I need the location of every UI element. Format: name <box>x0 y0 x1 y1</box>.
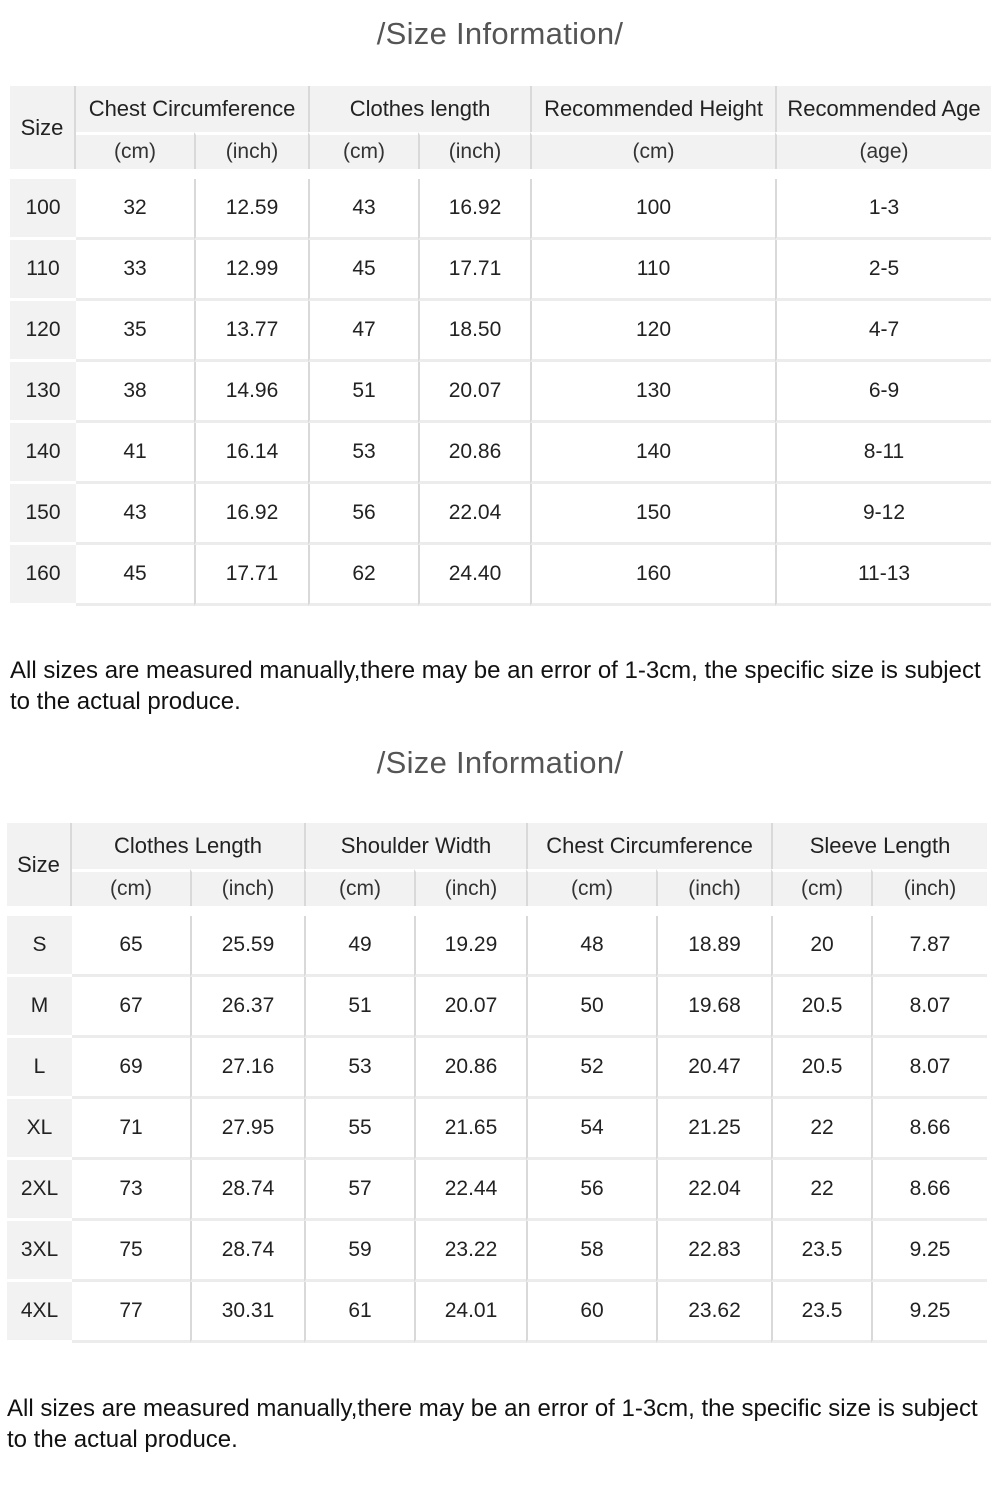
adult-cell-size: 3XL <box>7 1221 72 1282</box>
adult-size-title: /Size Information/ <box>376 745 624 780</box>
adult-header-row <box>7 823 987 869</box>
adult-cell-length-in: 28.74 <box>190 1221 304 1282</box>
adult-cell-chest-in: 19.68 <box>656 977 771 1038</box>
adult-table-row <box>7 1221 987 1282</box>
adult-cell-size: L <box>7 1038 72 1099</box>
adult-cell-length-cm: 65 <box>72 916 190 977</box>
adult-cell-chest-in: 20.47 <box>656 1038 771 1099</box>
kids-cell-chest-in: 12.99 <box>194 240 308 301</box>
adult-cell-chest-in: 23.62 <box>656 1282 771 1343</box>
adult-unit-row <box>7 869 987 906</box>
adult-cell-chest-cm: 50 <box>526 977 656 1038</box>
adult-cell-chest-cm: 56 <box>526 1160 656 1221</box>
kids-cell-length-cm: 56 <box>308 484 418 545</box>
adult-unit-chest-cm: (cm) <box>526 869 656 906</box>
adult-col-shoulder: Shoulder Width <box>304 823 526 869</box>
adult-cell-size: XL <box>7 1099 72 1160</box>
kids-unit-chest-inch: (inch) <box>194 132 308 169</box>
kids-cell-height: 110 <box>530 240 775 301</box>
adult-cell-length-in: 25.59 <box>190 916 304 977</box>
kids-cell-age: 1-3 <box>775 179 991 240</box>
kids-cell-chest-cm: 33 <box>76 240 194 301</box>
kids-unit-length-inch: (inch) <box>418 132 530 169</box>
kids-cell-height: 140 <box>530 423 775 484</box>
kids-unit-length-cm: (cm) <box>308 132 418 169</box>
adult-cell-shoulder-cm: 53 <box>304 1038 414 1099</box>
kids-col-height: Recommended Height <box>530 86 775 132</box>
kids-size-note: All sizes are measured manually,there may be an error of 1-3cm, the specific size is subject to the actual produce. <box>10 657 981 715</box>
kids-unit-age: (age) <box>775 132 991 169</box>
kids-cell-chest-cm: 41 <box>76 423 194 484</box>
kids-cell-height: 130 <box>530 362 775 423</box>
kids-cell-chest-in: 13.77 <box>194 301 308 362</box>
adult-cell-chest-in: 18.89 <box>656 916 771 977</box>
kids-cell-height: 150 <box>530 484 775 545</box>
adult-cell-sleeve-cm: 23.5 <box>771 1282 871 1343</box>
kids-unit-chest-cm: (cm) <box>76 132 194 169</box>
adult-cell-chest-in: 21.25 <box>656 1099 771 1160</box>
kids-cell-chest-in: 16.14 <box>194 423 308 484</box>
adult-cell-sleeve-cm: 20.5 <box>771 977 871 1038</box>
kids-table-row <box>10 301 991 362</box>
kids-cell-age: 8-11 <box>775 423 991 484</box>
adult-cell-shoulder-cm: 57 <box>304 1160 414 1221</box>
adult-col-chest: Chest Circumference <box>526 823 771 869</box>
kids-table-row <box>10 179 991 240</box>
kids-table-body <box>10 179 991 606</box>
kids-cell-size: 150 <box>10 484 76 545</box>
adult-size-header: Size <box>7 823 72 906</box>
kids-cell-size: 100 <box>10 179 76 240</box>
adult-cell-sleeve-in: 8.07 <box>871 1038 987 1099</box>
adult-table-row <box>7 1282 987 1343</box>
adult-cell-sleeve-cm: 20.5 <box>771 1038 871 1099</box>
adult-cell-shoulder-in: 24.01 <box>414 1282 526 1343</box>
adult-unit-length-inch: (inch) <box>190 869 304 906</box>
adult-table-row <box>7 916 987 977</box>
kids-cell-length-cm: 43 <box>308 179 418 240</box>
kids-cell-length-cm: 51 <box>308 362 418 423</box>
adult-col-sleeve: Sleeve Length <box>771 823 987 869</box>
kids-cell-chest-cm: 45 <box>76 545 194 606</box>
kids-table-row <box>10 362 991 423</box>
adult-cell-shoulder-cm: 55 <box>304 1099 414 1160</box>
adult-cell-shoulder-in: 20.86 <box>414 1038 526 1099</box>
adult-cell-sleeve-in: 7.87 <box>871 916 987 977</box>
adult-cell-length-cm: 67 <box>72 977 190 1038</box>
adult-unit-sleeve-inch: (inch) <box>871 869 987 906</box>
kids-table-row <box>10 240 991 301</box>
kids-cell-length-in: 22.04 <box>418 484 530 545</box>
kids-unit-height-cm: (cm) <box>530 132 775 169</box>
adult-cell-shoulder-in: 23.22 <box>414 1221 526 1282</box>
kids-cell-chest-cm: 43 <box>76 484 194 545</box>
adult-unit-length-cm: (cm) <box>72 869 190 906</box>
kids-cell-chest-in: 17.71 <box>194 545 308 606</box>
adult-cell-size: 4XL <box>7 1282 72 1343</box>
adult-cell-shoulder-cm: 59 <box>304 1221 414 1282</box>
kids-size-table <box>10 86 991 606</box>
adult-cell-chest-in: 22.04 <box>656 1160 771 1221</box>
adult-cell-length-cm: 73 <box>72 1160 190 1221</box>
adult-table-row <box>7 1038 987 1099</box>
kids-cell-chest-cm: 38 <box>76 362 194 423</box>
kids-cell-length-in: 17.71 <box>418 240 530 301</box>
kids-cell-height: 100 <box>530 179 775 240</box>
kids-cell-length-cm: 45 <box>308 240 418 301</box>
adult-cell-sleeve-in: 9.25 <box>871 1221 987 1282</box>
adult-cell-sleeve-cm: 23.5 <box>771 1221 871 1282</box>
kids-cell-age: 2-5 <box>775 240 991 301</box>
kids-cell-length-in: 24.40 <box>418 545 530 606</box>
adult-cell-length-in: 27.95 <box>190 1099 304 1160</box>
kids-cell-age: 4-7 <box>775 301 991 362</box>
kids-header-row <box>10 86 991 132</box>
adult-cell-shoulder-cm: 51 <box>304 977 414 1038</box>
kids-col-chest: Chest Circumference <box>76 86 308 132</box>
adult-cell-chest-cm: 60 <box>526 1282 656 1343</box>
adult-size-note: All sizes are measured manually,there may be an error of 1-3cm, the specific size is subject to the actual produce. <box>7 1395 978 1453</box>
kids-cell-size: 140 <box>10 423 76 484</box>
adult-cell-shoulder-in: 21.65 <box>414 1099 526 1160</box>
adult-cell-sleeve-cm: 22 <box>771 1160 871 1221</box>
adult-cell-chest-in: 22.83 <box>656 1221 771 1282</box>
adult-cell-sleeve-in: 8.07 <box>871 977 987 1038</box>
kids-cell-length-cm: 53 <box>308 423 418 484</box>
kids-unit-row <box>10 132 991 169</box>
adult-cell-sleeve-in: 8.66 <box>871 1099 987 1160</box>
kids-cell-chest-cm: 32 <box>76 179 194 240</box>
adult-cell-shoulder-cm: 49 <box>304 916 414 977</box>
adult-cell-size: S <box>7 916 72 977</box>
adult-col-length: Clothes Length <box>72 823 304 869</box>
kids-table-row <box>10 484 991 545</box>
kids-cell-length-cm: 47 <box>308 301 418 362</box>
adult-cell-length-cm: 77 <box>72 1282 190 1343</box>
adult-table-row <box>7 1099 987 1160</box>
adult-cell-length-cm: 75 <box>72 1221 190 1282</box>
adult-cell-shoulder-in: 20.07 <box>414 977 526 1038</box>
adult-cell-sleeve-in: 9.25 <box>871 1282 987 1343</box>
kids-cell-size: 130 <box>10 362 76 423</box>
adult-unit-sleeve-cm: (cm) <box>771 869 871 906</box>
kids-col-age: Recommended Age <box>775 86 991 132</box>
adult-cell-shoulder-in: 22.44 <box>414 1160 526 1221</box>
adult-table-row <box>7 1160 987 1221</box>
kids-cell-age: 11-13 <box>775 545 991 606</box>
kids-col-length: Clothes length <box>308 86 530 132</box>
adult-cell-sleeve-cm: 20 <box>771 916 871 977</box>
kids-size-header: Size <box>10 86 76 169</box>
adult-cell-length-in: 30.31 <box>190 1282 304 1343</box>
kids-cell-length-cm: 62 <box>308 545 418 606</box>
adult-cell-sleeve-in: 8.66 <box>871 1160 987 1221</box>
kids-cell-chest-in: 16.92 <box>194 484 308 545</box>
kids-cell-height: 160 <box>530 545 775 606</box>
kids-cell-age: 9-12 <box>775 484 991 545</box>
kids-cell-size: 110 <box>10 240 76 301</box>
adult-unit-shoulder-cm: (cm) <box>304 869 414 906</box>
kids-cell-age: 6-9 <box>775 362 991 423</box>
adult-cell-chest-cm: 52 <box>526 1038 656 1099</box>
adult-cell-chest-cm: 54 <box>526 1099 656 1160</box>
adult-cell-shoulder-in: 19.29 <box>414 916 526 977</box>
adult-cell-size: 2XL <box>7 1160 72 1221</box>
adult-cell-length-in: 28.74 <box>190 1160 304 1221</box>
adult-cell-length-in: 26.37 <box>190 977 304 1038</box>
adult-unit-shoulder-inch: (inch) <box>414 869 526 906</box>
kids-cell-chest-in: 12.59 <box>194 179 308 240</box>
adult-table-body <box>7 916 987 1343</box>
kids-table-row <box>10 423 991 484</box>
adult-table-row <box>7 977 987 1038</box>
kids-cell-size: 120 <box>10 301 76 362</box>
adult-cell-size: M <box>7 977 72 1038</box>
adult-cell-shoulder-cm: 61 <box>304 1282 414 1343</box>
kids-cell-height: 120 <box>530 301 775 362</box>
adult-cell-length-cm: 69 <box>72 1038 190 1099</box>
adult-unit-chest-inch: (inch) <box>656 869 771 906</box>
adult-cell-chest-cm: 58 <box>526 1221 656 1282</box>
kids-cell-length-in: 20.86 <box>418 423 530 484</box>
kids-cell-length-in: 16.92 <box>418 179 530 240</box>
kids-cell-chest-in: 14.96 <box>194 362 308 423</box>
kids-cell-length-in: 20.07 <box>418 362 530 423</box>
kids-cell-chest-cm: 35 <box>76 301 194 362</box>
adult-cell-length-cm: 71 <box>72 1099 190 1160</box>
kids-size-title: /Size Information/ <box>376 16 624 51</box>
adult-cell-length-in: 27.16 <box>190 1038 304 1099</box>
adult-cell-chest-cm: 48 <box>526 916 656 977</box>
kids-cell-length-in: 18.50 <box>418 301 530 362</box>
adult-cell-sleeve-cm: 22 <box>771 1099 871 1160</box>
kids-cell-size: 160 <box>10 545 76 606</box>
adult-size-table <box>7 823 987 1343</box>
kids-table-row <box>10 545 991 606</box>
